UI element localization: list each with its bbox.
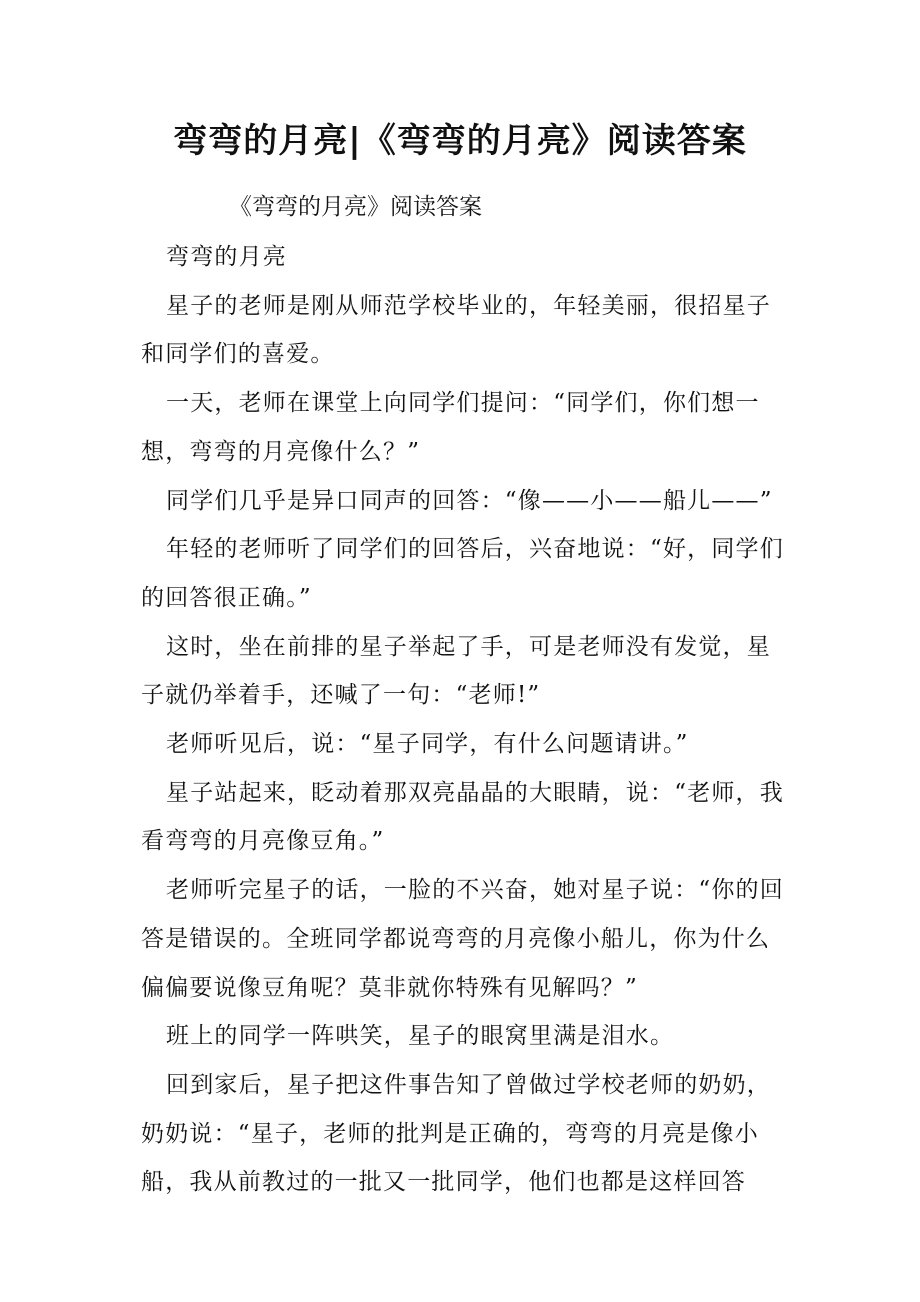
paragraph: 星子站起来，眨动着那双亮晶晶的大眼睛，说：“老师，我看弯弯的月亮像豆角。” <box>141 779 784 855</box>
paragraph: 老师听完星子的话，一脸的不兴奋，她对星子说：“你的回答是错误的。全班同学都说弯弯的月亮像小船儿，你为什么偏偏要说像豆角呢？莫非就你特殊有见解吗？” <box>141 877 784 1001</box>
article-body <box>141 233 789 1207</box>
paragraph: 同学们几乎是异口同声的回答：“像——小——船儿——” <box>166 487 773 514</box>
document-title: 弯弯的月亮|《弯弯的月亮》阅读答案 <box>173 121 747 161</box>
paragraph: 弯弯的月亮 <box>166 244 287 270</box>
paragraph: 回到家后，星子把这件事告知了曾做过学校老师的奶奶，奶奶说：“星子，老师的批判是正确的，弯弯的月亮是像小船，我从前教过的一批又一批同学，他们也都是这样回答 <box>141 1071 771 1196</box>
paragraph: 年轻的老师听了同学们的回答后，兴奋地说：“好，同学们的回答很正确。” <box>141 536 784 611</box>
paragraph: 老师听见后，说：“星子同学，有什么问题请讲。” <box>166 731 689 758</box>
paragraph: 这时，坐在前排的星子举起了手，可是老师没有发觉，星子就仍举着手，还喊了一句：“老师!” <box>141 633 771 709</box>
document-subtitle: 《弯弯的月亮》阅读答案 <box>229 194 482 220</box>
paragraph: 一天，老师在课堂上向同学们提问：“同学们，你们想一想，弯弯的月亮像什么？” <box>141 390 760 465</box>
paragraph: 班上的同学一阵哄笑，星子的眼窝里满是泪水。 <box>166 1023 675 1050</box>
paragraph: 星子的老师是刚从师范学校毕业的，年轻美丽，很招星子和同学们的喜爱。 <box>141 292 771 368</box>
